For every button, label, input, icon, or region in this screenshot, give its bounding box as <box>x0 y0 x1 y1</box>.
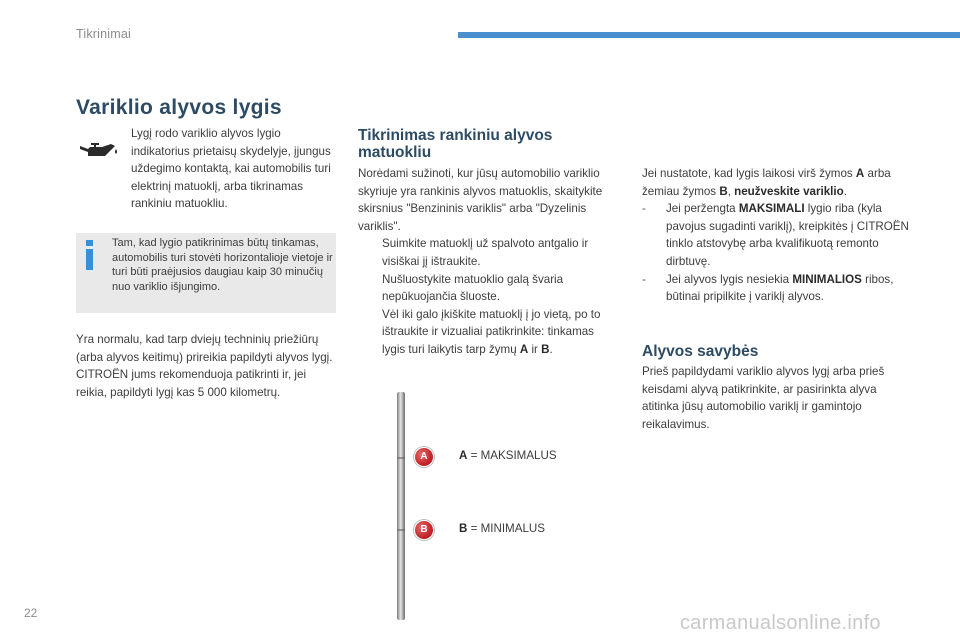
marker-b: B <box>414 520 434 540</box>
legend-min: B = MINIMALUS <box>459 522 546 535</box>
watermark: carmanualsonline.info <box>680 612 881 634</box>
oil-level-warning <box>642 165 910 306</box>
list-item: Suimkite matuoklį už spalvoto antgalio ir visiškai jį ištraukite. <box>382 237 589 268</box>
list-item: Nušluostykite matuoklio galą švaria nepūkuojančia šluoste. <box>382 272 564 304</box>
dash-marker: - <box>642 202 646 216</box>
header-accent-bar <box>458 32 960 38</box>
dipstick-steps <box>358 235 620 358</box>
dipstick-section-title: Tikrinimas rankiniu alyvos matuokliu <box>358 127 553 161</box>
oil-level-cases <box>642 200 910 306</box>
list-item: Vėl iki galo įkiškite matuoklį į jo vietą, po to ištraukite ir vizualiai patikrinkite: tinkamas lygis turi laikytis tarp žymų A ir B. <box>382 307 601 356</box>
section-label: Tikrinimai <box>76 27 132 41</box>
oil-properties-title: Alyvos savybės <box>642 343 759 360</box>
info-icon <box>84 240 95 270</box>
dash-marker: - <box>642 272 646 286</box>
marker-a: A <box>414 447 434 467</box>
list-item: - Jei alyvos lygis nesiekia MINIMALIOS ribos, būtinai pripilkite į variklį alyvos. <box>642 272 894 304</box>
dipstick-intro: Norėdami sužinoti, kur jūsų automobilio variklio skyriuje yra rankinis alyvos matuoklis, skaitykite skirsnius "Benzininis variklis" arba "Dyzelinis variklis". <box>358 167 603 233</box>
page-number: 22 <box>24 606 38 620</box>
oil-properties-paragraph: Prieš papildydami variklio alyvos lygį arba prieš keisdami alyvą patikrinkite, ar pasirinkta alyva atitinka jūsų automobilio variklį ir gamintojo reikalavimus. <box>642 365 885 431</box>
list-item: - Jei peržengta MAKSIMALI lygio riba (kyla pavojus sugadinti variklį), kreipkitės į CITROËN tinklo atstovybę arba kvalifikuotą remonto dirbtuvę. <box>642 202 909 268</box>
dipstick-instructions <box>358 165 620 359</box>
oil-level-intro: Jei nustatote, kad lygis laikosi virš žymos A arba žemiau žymos B, neužveskite variklio. <box>642 167 891 198</box>
dipstick-illustration <box>394 392 408 620</box>
oil-can-icon <box>78 140 120 162</box>
info-text: Tam, kad lygio patikrinimas būtų tinkamas, automobilis turi stovėti horizontalioje vietoje ir turi būti praėjusios daugiau kaip 30 minučių nuo variklio išjungimo. <box>112 237 333 293</box>
oil-consumption-paragraph: Yra normalu, kad tarp dviejų techninių priežiūrų (arba alyvos keitimų) prireikia papildyti alyvos lygį. CITROËN jums rekomenduoja patikrinti ir, jei reikia, papildyti lygį kas 5 000 kilometrų. <box>76 333 333 399</box>
page-title: Variklio alyvos lygis <box>76 96 282 119</box>
legend-max: A = MAKSIMALUS <box>459 449 557 462</box>
oil-indicator-paragraph: Lygį rodo variklio alyvos lygio indikatorius prietaisų skydelyje, įjungus uždegimo kontaktą, kai automobilis turi elektrinį matuoklį, arba tikrinamas rankiniu matuokliu. <box>131 127 331 211</box>
